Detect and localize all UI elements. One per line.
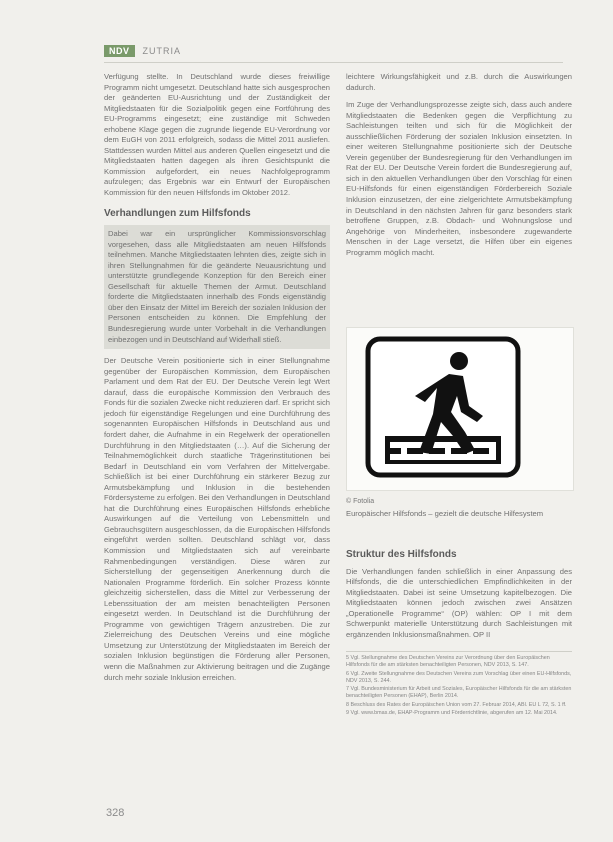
footnote: 9 Vgl. www.bmas.de, EHAP-Programm und Förderrichtlinie, abgerufen am 12. Mai 2014. bbox=[346, 710, 558, 717]
header-divider bbox=[104, 62, 563, 63]
footnote: 6 Vgl. Zweite Stellungnahme des Deutschen Vereins zum Vorschlag über einen EU-Hilfsfonds, NDV 2013, S. 244. bbox=[346, 670, 572, 684]
right-paragraph-3: Die Verhandlungen fanden schließlich in einer Anpassung des Hilfsfonds, die die unterschiedlichen Empfindlichkeiten in der Mitgliedstaaten. Dabei ist seine Umsetzung kapitelbezogen. Die Mitgliedstaaten können jedoch zwischen zwei Ansätzen „Operationelle Programme“ (OP) wählen: OP I mit dem Schwerpunkt materielle Unterstützung durch Sachleistungen mit ergänzenden Inklusionsmaßnahmen. OP II bbox=[346, 566, 572, 639]
footnote: 8 Beschluss des Rates der Europäischen Union vom 27. Februar 2014, ABl. EU L 72, S. 1 ff. bbox=[346, 701, 567, 708]
section-title: ZUTRIA bbox=[142, 46, 182, 56]
journal-badge: NDV bbox=[104, 45, 135, 57]
footnote: 5 Vgl. Stellungnahme des Deutschen Vereins zur Verordnung über den Europäischen Hilfsfonds für die am stärksten benachteiligten Personen, NDV 2013, S. 147. bbox=[346, 655, 550, 669]
highlighted-paragraph: Dabei war ein ursprünglicher Kommissionsvorschlag vorgesehen, dass alle Mitgliedstaaten am neuen Hilfsfonds teilnehmen. Manche Mitgliedstaaten lehnten dies, zeigte sich in ihren Stellungnahmen für die geänderte Neuausrichtung und unterstützte grundlegende Konzeption für den Bereich einer Gesellschaft für aktuelle Themen der Armut. Deutschland forderte die Mitgliedstaaten innerhalb des Fonds eigenständig über den Einsatz der Mittel im Bereich der sozialen Inklusion der Personen entscheiden zu können. Die Empfehlung der Bundesregierung wurde unter Vorbehalt in die Verhandlungen einbezogen und in Deutschland auf Widerhall stieß. bbox=[104, 225, 330, 349]
right-column-top bbox=[346, 72, 572, 265]
pedestrian-sign-figure bbox=[346, 327, 574, 491]
figure-caption: Europäischer Hilfsfonds – gezielt die deutsche Hilfesystem bbox=[346, 509, 544, 518]
footnotes bbox=[346, 651, 572, 718]
page-number: 328 bbox=[106, 807, 125, 819]
figure-credit: © Fotolia bbox=[346, 498, 375, 505]
pedestrian-bridge-icon bbox=[365, 336, 521, 478]
right-paragraph-2: Im Zuge der Verhandlungsprozesse zeigte sich, dass auch andere Mitgliedstaaten die Bedenken gegen die Verpflichtung zu Sachleistungen teilten und sich für die Möglichkeit der ausschließlichen Förderung der sozialen Inklusion einsetzten. In einer weiteren Stellungnahme positionierte sich der Deutsche Verein gegenüber der Bundesregierung für den Verhandlungen im Rat der EU. Der Deutsche Verein fordert die Bundesregierung auf, sich in den aktuellen Verhandlungen über den Vorschlag für einen EU-Hilfsfonds für einen eigenständigen Förderbereich Soziale Inklusion einzusetzen, der eine zielgerichtete Armutsbekämpfung in Deutschland in den nächsten Jahren für ganz besonders stark betroffene Gruppen, z.B. Obdach- und Wohnungslose und Angehörige von Minderheiten, insbesondere zugewanderte Menschen in der Lage versetzt, die Hilfen über ein eigenes Programm möglich macht. bbox=[346, 100, 572, 257]
left-paragraph-1: Verfügung stellte. In Deutschland wurde dieses freiwillige Programm nicht umgesetzt. Deutschland hatte sich ausgesprochen der geänderten EU-Ausrichtung und der Zuständigkeit der Mitgliedstaaten für die Sozialpolitik gegen eine Fortführung des EU-Programms eingesetzt; eine zuständige mit Schweden erhobene Klage gegen die zugrunde liegende EU-Verordnung vor dem EuGH von 2011 erfolgreich, sodass die Mittel 2011 ausliefen. Stattdessen wurden Mittel aus anderen Quellen eingesetzt und die Mitgliedstaaten hatten dagegen als ihren Gesichtspunkt die Kommission aufgefordert, ein neues Nachfolgeprogramm aufzulegen; das Ergebnis war ein Entwurf der Europäischen Kommission für den neuen Hilfsfonds im Oktober 2012. bbox=[104, 72, 330, 198]
heading-verhandlungen: Verhandlungen zum Hilfsfonds bbox=[104, 207, 251, 219]
right-column-bottom bbox=[346, 540, 572, 640]
heading-struktur: Struktur des Hilfsfonds bbox=[346, 549, 457, 560]
running-header bbox=[104, 44, 181, 58]
right-paragraph-1: leichtere Wirkungsfähigkeit und z.B. durch die Auswirkungen dadurch. bbox=[346, 72, 572, 92]
left-paragraph-2: Der Deutsche Verein positionierte sich in einer Stellungnahme gegenüber der Europäischen Kommission, dem Europäischen Parlament und dem Rat der EU. Der Deutsche Verein legt Wert darauf, dass die europäische Kommission den Verbrauch des Fonds für die sozialen Zwecke nicht reduzieren darf. Er spricht sich jedoch für eigenständige Regelungen und eine Durchführung des sogenannten Europäischen Hilfsfonds in Deutschland aus und fordert daher, die Aufnahme in ein Regelwerk der operationellen Durchführung in den Mitgliedstaaten (…). Auf die Sicherung der Teilnahmemöglichkeit durch staatliche Trägerinstitutionen bei Bedarf in Deutschland ein vom Verfahren der Mittelvergabe. Schließlich ist bei einer Durchführung ein stärkerer Bezug zur Armutsbekämpfung und Inklusion in die bestehenden Fördersysteme zu erfolgen. Bei den Verhandlungen in Deutschland hat die Durchführung eines Europäischen Hilfsfonds erhebliche Auswirkungen auf die Verteilung von Lebensmitteln und Gebrauchsgütern ausgeschlossen, da die Europäischen Hilfsfonds eingeführt werden sollten. Deutschland schlägt vor, dass Kommission und Mitgliedstaaten sich auf vereinbarte Rahmenbedingungen verständigen. Diese wären zur Sicherstellung der gegenseitigen Anerkennung durch die Nationalen Programme förderlich. Ein solcher Prozess könnte gleichzeitig sicherstellen, dass die Mittel zur Verbesserung der Lebenssituation der am meisten benachteiligten Personen eingesetzt werden. In Deutschland ist die Durchführung der Programme von gewichtigen Trägern anzustreben. Die zur Zielerreichung des Deutschen Vereins und eine mögliche Umsetzung zur Unterstützung der Mitgliedstaaten im Bereich der sozialen Inklusion begünstigen die Förderung aller Personen, wenn die Maßnahmen zur Aktivierung beitragen und die Zugänge durch mehr soziale Inklusion erreichen. bbox=[104, 356, 330, 682]
left-column bbox=[104, 72, 330, 690]
footnote: 7 Vgl. Bundesministerium für Arbeit und Soziales, Europäischer Hilfsfonds für die am stärksten benachteiligten Personen (EHAP), Berlin 2014. bbox=[346, 686, 572, 700]
